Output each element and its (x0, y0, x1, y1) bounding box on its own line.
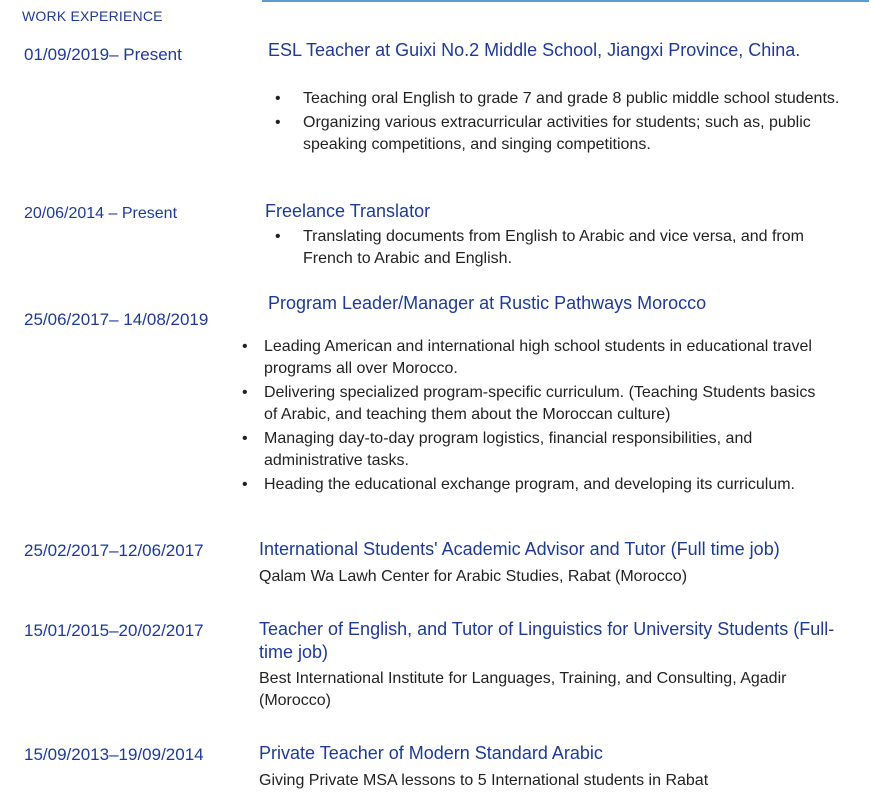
entry-subtitle: Giving Private MSA lessons to 5 International students in Rabat (259, 772, 709, 789)
entry-bullets (242, 336, 832, 498)
list-item: • Delivering specialized program-specific curriculum. (Teaching Students basics of Arabic, and teaching them about the Moroccan culture) (242, 382, 832, 426)
entry-date: 15/09/2013–19/09/2014 (24, 745, 204, 764)
entry-subtitle: Best International Institute for Languages, Training, and Consulting, Agadir (Morocco) (259, 670, 787, 709)
list-item: • Leading American and international high school students in educational travel programs all over Morocco. (242, 336, 832, 380)
entry-bullets (275, 226, 815, 272)
list-item: • Managing day-to-day program logistics, financial responsibilities, and administrative tasks. (242, 428, 832, 472)
entry-subtitle: Qalam Wa Lawh Center for Arabic Studies, Rabat (Morocco) (259, 568, 688, 585)
header-rule (262, 0, 869, 2)
entry-title: Freelance Translator (265, 201, 431, 221)
entry-date: 15/01/2015–20/02/2017 (24, 621, 204, 640)
list-item: • Teaching oral English to grade 7 and grade 8 public middle school students. (275, 88, 845, 110)
entry-bullets (275, 88, 845, 158)
entry-title: Teacher of English, and Tutor of Linguistics for University Students (Full-time job) (259, 619, 835, 662)
entry-title: ESL Teacher at Guixi No.2 Middle School, Jiangxi Province, China. (268, 40, 801, 60)
section-heading: WORK EXPERIENCE (22, 8, 163, 24)
entry-title: International Students' Academic Advisor and Tutor (Full time job) (259, 539, 780, 559)
entry-date: 20/06/2014 – Present (24, 205, 178, 222)
entry-date: 25/02/2017–12/06/2017 (24, 541, 204, 560)
entry-date: 01/09/2019– Present (24, 45, 182, 64)
list-item: • Organizing various extracurricular activities for students; such as, public speaking competitions, and singing competitions. (275, 112, 845, 156)
entry-title: Program Leader/Manager at Rustic Pathways Morocco (268, 293, 707, 313)
entry-title: Private Teacher of Modern Standard Arabic (259, 743, 603, 763)
list-item: • Translating documents from English to Arabic and vice versa, and from French to Arabic and English. (275, 226, 815, 270)
list-item: • Heading the educational exchange program, and developing its curriculum. (242, 474, 832, 496)
entry-date: 25/06/2017– 14/08/2019 (24, 310, 209, 329)
